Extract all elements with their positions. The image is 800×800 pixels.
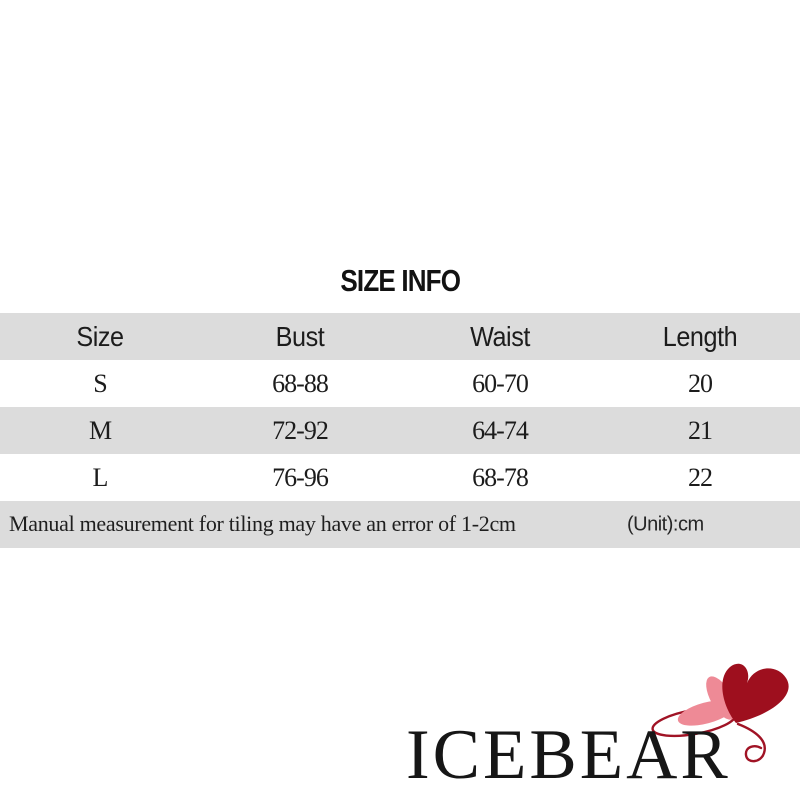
brand-name: ICEBEAR (406, 716, 731, 794)
cell-bust-s: 68-88 (272, 368, 328, 398)
header-cell-waist: Waist (470, 320, 530, 352)
cell-size-m: M (88, 415, 112, 445)
header-cell-size: Size (76, 320, 124, 352)
size-table (0, 313, 800, 548)
cell-size-s: S (93, 368, 107, 398)
table-row-l (0, 454, 800, 501)
cell-waist-l: 68-78 (472, 462, 528, 492)
page-title-text: SIZE INFO (340, 263, 460, 298)
cell-bust-l: 76-96 (272, 462, 328, 492)
cell-waist-s: 60-70 (472, 368, 528, 398)
cell-length-s: 20 (688, 368, 712, 398)
table-row-m (0, 407, 800, 454)
cell-length-m: 21 (688, 415, 712, 445)
header-cell-bust: Bust (275, 320, 325, 352)
cell-size-l: L (92, 462, 108, 492)
unit-label: (Unit):cm (627, 513, 704, 535)
cell-waist-m: 64-74 (472, 415, 528, 445)
table-note-row (0, 501, 800, 548)
cell-bust-m: 72-92 (272, 415, 328, 445)
cell-length-l: 22 (688, 462, 712, 492)
page-title (0, 263, 800, 299)
measurement-note: Manual measurement for tiling may have an error of 1-2cm (9, 510, 516, 536)
table-header-row (0, 313, 800, 360)
table-row-s (0, 360, 800, 407)
header-cell-length: Length (662, 320, 738, 352)
